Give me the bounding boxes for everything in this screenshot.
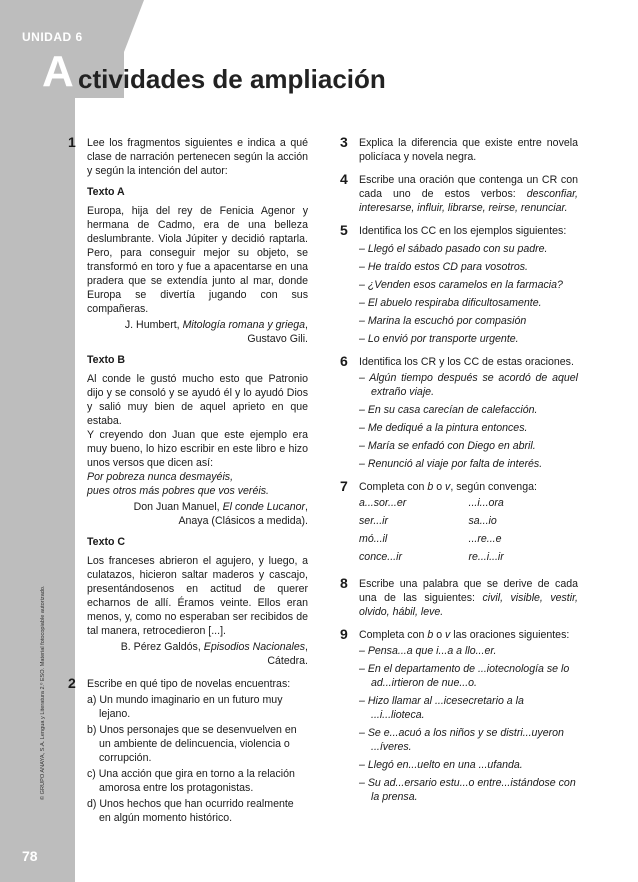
prompt-text: las oraciones siguientes: (453, 629, 570, 641)
example-item: – Algún tiempo después se acordó de aquel extraño viaje. (359, 372, 578, 398)
example-item: – Marina la escuchó por compasión (359, 315, 527, 327)
word-item: ser...ir (359, 515, 389, 527)
word-grid (359, 496, 578, 568)
prompt-text: o (436, 629, 443, 641)
question-prompt: Identifica los CR y los CC de estas oraciones. (359, 356, 574, 368)
question-9 (340, 628, 578, 804)
letter-v: v (445, 481, 451, 493)
verse-line: Por pobreza nunca desmayéis, (87, 471, 234, 483)
source-author: Don Juan Manuel, (133, 501, 220, 513)
sentence-item: – Su ad...ersario estu...o entre...istándose con la prensa. (359, 777, 576, 803)
left-column (68, 136, 308, 834)
question-3 (340, 136, 578, 164)
question-1 (68, 136, 308, 668)
source-work: Episodios Nacionales (203, 641, 306, 653)
question-4 (340, 173, 578, 215)
text-heading: Texto C (87, 536, 126, 548)
question-number: 2 (68, 675, 76, 691)
question-5 (340, 224, 578, 346)
letter-b: b (427, 629, 434, 641)
unit-label: UNIDAD 6 (22, 30, 83, 44)
question-number: 9 (340, 626, 348, 642)
verse-line: pues otros más pobres que vos veréis. (87, 485, 269, 497)
example-item: – Llegó el sábado pasado con su padre. (359, 243, 548, 255)
question-prompt (359, 628, 578, 642)
option-item: d) Unos hechos que han ocurrido realmente en algún momento histórico. (87, 798, 294, 824)
word-item: mó...il (359, 533, 388, 545)
text-heading: Texto B (87, 354, 126, 366)
source-author: B. Pérez Galdós, (120, 641, 201, 653)
word-item: ...re...e (468, 533, 502, 545)
question-prompt (359, 173, 578, 215)
example-item: – ¿Venden esos caramelos en la farmacia? (359, 279, 563, 291)
source-publisher: Cátedra. (267, 655, 308, 667)
word-item: ...i...ora (468, 497, 504, 509)
prompt-text: Completa con (359, 481, 425, 493)
right-column (340, 136, 578, 813)
question-prompt: Identifica los CC en los ejemplos siguientes: (359, 225, 567, 237)
question-8 (340, 577, 578, 619)
example-item: – En su casa carecían de calefacción. (359, 404, 538, 416)
sentence-item: – Pensa...a que i...a a llo...er. (359, 645, 497, 657)
word-item: re...i...ir (468, 551, 504, 563)
question-2 (68, 677, 308, 825)
source-author: J. Humbert, (124, 319, 180, 331)
prompt-text: Completa con (359, 629, 425, 641)
text-body: Y creyendo don Juan que este ejemplo era muy bueno, lo hizo escribir en este libro e hizo unos versos que dicen así: (87, 429, 308, 469)
text-body: Los franceses abrieron el agujero, y luego, a culatazos, hicieron saltar maderos y cascajo, presentándosenos en actitud de querer echarnos de allí. Éramos veinte. Ellos eran menos, y, como no esperaban ser recibidos de tal manera, retrocedieron [...]. (87, 555, 308, 637)
sentence-item: – En el departamento de ...iotecnología se lo ad...irtieron de nue...o. (359, 663, 570, 689)
option-item: a) Un mundo imaginario en un futuro muy lejano. (87, 694, 283, 720)
example-item: – María se enfadó con Diego en abril. (359, 440, 536, 452)
example-item: – He traído estos CD para vosotros. (359, 261, 528, 273)
question-number: 7 (340, 478, 348, 494)
word-item: a...sor...er (359, 497, 407, 509)
example-item: – El abuelo respiraba dificultosamente. (359, 297, 542, 309)
source-work: Mitología romana y griega (182, 319, 306, 331)
option-item: b) Unos personajes que se desenvuelven en un ambiente de delincuencia, violencia o corrupción. (87, 724, 297, 764)
question-6 (340, 355, 578, 471)
letter-v: v (445, 629, 451, 641)
question-7 (340, 480, 578, 568)
prompt-text: Escribe una oración que contenga un CR con cada uno de estos verbos: (359, 174, 578, 200)
word-list: civil, visible, vestir, olvido, hábil, leve. (359, 592, 578, 618)
question-number: 1 (68, 134, 76, 150)
question-number: 5 (340, 222, 348, 238)
question-prompt: Escribe en qué tipo de novelas encuentras: (87, 678, 291, 690)
verb-list: desconfiar, interesarse, influir, librarse, reirse, renunciar. (359, 188, 579, 214)
question-prompt: Explica la diferencia que existe entre novela policíaca y novela negra. (359, 137, 578, 163)
sentence-item: – Hizo llamar al ...icesecretario a la ...i...lioteca. (359, 695, 524, 721)
text-source: J. Humbert, Mitología romana y griega, Gustavo Gili. (124, 319, 308, 345)
source-publisher: Anaya (Clásicos a medida). (178, 515, 308, 527)
title-initial: A (42, 47, 74, 96)
question-number: 6 (340, 353, 348, 369)
word-item: sa...io (468, 515, 497, 527)
copyright-note: © GRUPO ANAYA, S.A. Lengua y Literatura 2.º ESO. Material fotocopiable autorizado. (40, 585, 46, 800)
prompt-text: , según convenga: (450, 481, 537, 493)
example-item: – Renunció al viaje por falta de interés. (359, 458, 543, 470)
question-prompt (359, 577, 578, 619)
option-item: c) Una acción que gira en torno a la relación amorosa entre los protagonistas. (87, 768, 295, 794)
question-number: 3 (340, 134, 348, 150)
example-item: – Me dediqué a la pintura entonces. (359, 422, 528, 434)
page-title: ctividades de ampliación (78, 64, 386, 94)
text-source: Don Juan Manuel, El conde Lucanor, Anaya (Clásicos a medida). (133, 501, 308, 527)
text-heading: Texto A (87, 186, 125, 198)
question-number: 8 (340, 575, 348, 591)
source-publisher: Gustavo Gili. (247, 333, 308, 345)
question-prompt: Lee los fragmentos siguientes e indica a qué clase de narración pertenecen según la acción y según la intención del autor: (87, 137, 308, 177)
source-work: El conde Lucanor (222, 501, 306, 513)
prompt-text: o (436, 481, 443, 493)
page-number: 78 (22, 848, 38, 864)
text-source: B. Pérez Galdós, Episodios Nacionales, Cátedra. (120, 641, 308, 667)
side-band (0, 0, 75, 882)
question-prompt (359, 480, 578, 494)
word-item: conce...ir (359, 551, 402, 563)
prompt-text: Escribe una palabra que se derive de cada una de las siguientes: (359, 578, 578, 604)
sentence-item: – Llegó en...uelto en una ...ufanda. (359, 759, 523, 771)
example-item: – Lo envió por transporte urgente. (359, 333, 519, 345)
sentence-item: – Se e...acuó a los niños y se distri...uyeron ...íveres. (359, 727, 564, 753)
question-number: 4 (340, 171, 348, 187)
text-body: Al conde le gustó mucho esto que Patronio dijo y se consoló y se ayudó él y lo ayudó Dios y salió muy bien de aquel aprieto en que estaba. (87, 373, 308, 427)
text-body: Europa, hija del rey de Fenicia Agenor y hermana de Cadmo, era de una belleza deslumbrante. Viola Júpiter y decidió raptarla. Pero, para conseguir mejor su objeto, se transformó en toro y fue a apacentarse en una pradera que se extendía junto al mar, donde Europa se divertía jugando con sus compañeras. (87, 205, 308, 315)
letter-b: b (427, 481, 434, 493)
